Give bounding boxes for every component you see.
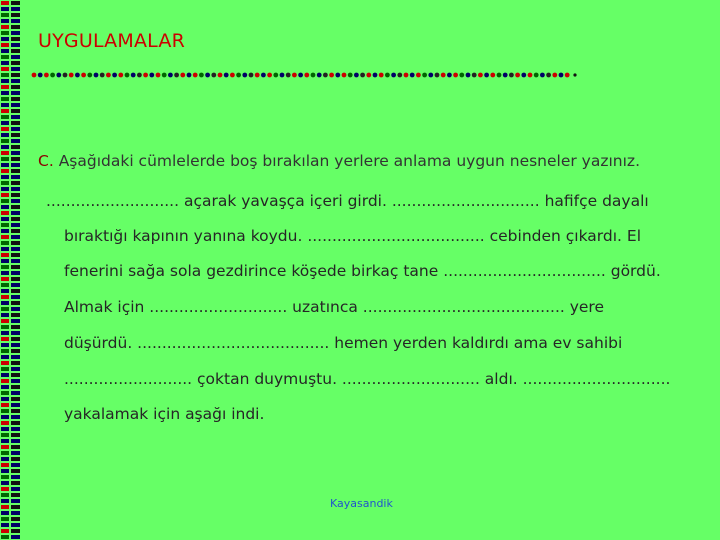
binding-stripe	[1, 97, 9, 101]
bead	[280, 73, 285, 78]
binding-stripe	[1, 421, 9, 425]
binding-stripe	[11, 211, 20, 215]
bead	[162, 73, 167, 78]
bead	[354, 73, 359, 78]
left-binding-decoration	[0, 0, 22, 540]
bead	[63, 73, 68, 78]
bead	[112, 73, 117, 78]
bead	[503, 73, 508, 78]
bead	[218, 73, 223, 78]
binding-stripe	[11, 319, 20, 323]
bead	[447, 73, 452, 78]
binding-stripe	[11, 361, 20, 365]
binding-stripe	[1, 37, 9, 41]
bead	[441, 73, 446, 78]
binding-stripe	[11, 397, 20, 401]
binding-stripe	[11, 193, 20, 197]
binding-stripe	[1, 475, 9, 479]
bead	[391, 73, 396, 78]
bead	[534, 73, 539, 78]
binding-stripe	[11, 253, 20, 257]
binding-stripe	[1, 199, 9, 203]
bead	[348, 73, 353, 78]
bead	[573, 73, 576, 76]
binding-stripe	[11, 73, 20, 77]
bead	[273, 73, 278, 78]
instruction-label: C.	[38, 152, 54, 170]
binding-stripe	[11, 283, 20, 287]
bead	[490, 73, 495, 78]
binding-stripes	[0, 0, 22, 540]
bead	[298, 73, 303, 78]
exercise-line: .......................... çoktan duymuştu. ............................ aldı. ..............................	[64, 370, 671, 388]
binding-stripe	[1, 67, 9, 71]
bead	[416, 73, 421, 78]
binding-stripe	[11, 493, 20, 497]
binding-stripe	[1, 79, 9, 83]
bead	[94, 73, 99, 78]
binding-stripe	[1, 217, 9, 221]
binding-stripe	[11, 511, 20, 515]
bead	[32, 73, 37, 78]
bead	[552, 73, 557, 78]
bead	[304, 73, 309, 78]
binding-stripe	[11, 235, 20, 239]
bead	[317, 73, 322, 78]
bead	[373, 73, 378, 78]
binding-stripe	[1, 61, 9, 65]
binding-stripe	[1, 169, 9, 173]
instruction-text: Aşağıdaki cümlelerde boş bırakılan yerlere anlama uygun nesneler yazınız.	[58, 152, 640, 170]
binding-stripe	[1, 523, 9, 527]
binding-stripe	[11, 13, 20, 17]
bead	[311, 73, 316, 78]
binding-stripe	[11, 61, 20, 65]
bead	[509, 73, 514, 78]
binding-stripe	[1, 115, 9, 119]
bead	[472, 73, 477, 78]
binding-stripe	[1, 469, 9, 473]
binding-stripe	[11, 439, 20, 443]
binding-stripe	[1, 295, 9, 299]
binding-stripe	[11, 217, 20, 221]
binding-stripe	[11, 301, 20, 305]
bead	[236, 73, 241, 78]
binding-stripe	[11, 25, 20, 29]
binding-stripe	[11, 517, 20, 521]
bead	[38, 73, 43, 78]
bead	[143, 73, 148, 78]
bead	[50, 73, 55, 78]
binding-stripe	[11, 247, 20, 251]
binding-stripe	[1, 277, 9, 281]
binding-stripe	[11, 343, 20, 347]
binding-stripe	[1, 223, 9, 227]
exercise-line: bıraktığı kapının yanına koydu. .................................... cebinden çıkardı. El	[64, 227, 642, 245]
binding-stripe	[1, 265, 9, 269]
bead	[193, 73, 198, 78]
bead	[125, 73, 130, 78]
bead	[44, 73, 49, 78]
binding-stripe	[1, 259, 9, 263]
binding-stripe	[1, 283, 9, 287]
binding-stripe	[11, 433, 20, 437]
bead	[149, 73, 154, 78]
binding-stripe	[1, 361, 9, 365]
binding-stripe	[1, 49, 9, 53]
binding-stripe	[11, 31, 20, 35]
binding-stripe	[11, 367, 20, 371]
binding-stripe	[11, 349, 20, 353]
binding-stripe	[11, 331, 20, 335]
binding-stripe	[1, 529, 9, 533]
bead	[435, 73, 440, 78]
bead	[286, 73, 291, 78]
bead	[56, 73, 61, 78]
bead	[342, 73, 347, 78]
bead	[249, 73, 254, 78]
binding-stripe	[1, 163, 9, 167]
bead	[131, 73, 136, 78]
binding-stripe	[1, 157, 9, 161]
binding-stripe	[11, 409, 20, 413]
binding-stripe	[11, 67, 20, 71]
binding-stripe	[1, 121, 9, 125]
binding-stripe	[1, 349, 9, 353]
footer-signature: Kayasandik	[330, 497, 393, 510]
bead	[329, 73, 334, 78]
binding-stripe	[11, 427, 20, 431]
binding-stripe	[11, 445, 20, 449]
binding-stripe	[1, 343, 9, 347]
binding-stripe	[1, 271, 9, 275]
bead	[199, 73, 204, 78]
binding-stripe	[11, 535, 20, 539]
binding-stripe	[11, 157, 20, 161]
bead	[453, 73, 458, 78]
binding-stripe	[11, 97, 20, 101]
binding-stripe	[11, 271, 20, 275]
exercise-line: yakalamak için aşağı indi.	[64, 405, 265, 423]
binding-stripe	[1, 253, 9, 257]
binding-stripe	[1, 55, 9, 59]
binding-stripe	[11, 457, 20, 461]
bead	[385, 73, 390, 78]
bead	[360, 73, 365, 78]
binding-stripe	[11, 289, 20, 293]
binding-stripe	[11, 223, 20, 227]
binding-stripe	[1, 43, 9, 47]
binding-stripe	[1, 133, 9, 137]
binding-stripe	[11, 325, 20, 329]
binding-stripe	[11, 7, 20, 11]
binding-stripe	[1, 91, 9, 95]
binding-stripe	[11, 91, 20, 95]
binding-stripe	[11, 169, 20, 173]
binding-stripe	[11, 121, 20, 125]
bead	[205, 73, 210, 78]
binding-stripe	[11, 355, 20, 359]
slide-title: UYGULAMALAR	[38, 30, 185, 52]
binding-stripe	[11, 307, 20, 311]
binding-stripe	[11, 151, 20, 155]
binding-stripe	[1, 235, 9, 239]
binding-stripe	[1, 409, 9, 413]
bead	[187, 73, 192, 78]
bead	[118, 73, 123, 78]
binding-stripe	[1, 325, 9, 329]
binding-stripe	[1, 337, 9, 341]
binding-stripe	[1, 175, 9, 179]
binding-stripe	[11, 55, 20, 59]
binding-stripe	[1, 19, 9, 23]
bead	[261, 73, 266, 78]
bead-divider	[30, 70, 578, 80]
binding-stripe	[1, 445, 9, 449]
binding-stripe	[11, 313, 20, 317]
bead	[168, 73, 173, 78]
binding-stripe	[11, 529, 20, 533]
bead	[75, 73, 80, 78]
binding-stripe	[1, 211, 9, 215]
binding-stripe	[11, 79, 20, 83]
binding-stripe	[1, 517, 9, 521]
binding-stripe	[1, 463, 9, 467]
binding-stripe	[1, 397, 9, 401]
binding-stripe	[1, 151, 9, 155]
binding-stripe	[1, 289, 9, 293]
binding-stripe	[1, 451, 9, 455]
bead	[211, 73, 216, 78]
binding-stripe	[1, 481, 9, 485]
binding-stripe	[11, 391, 20, 395]
bead	[404, 73, 409, 78]
bead	[174, 73, 179, 78]
binding-stripe	[1, 511, 9, 515]
binding-stripe	[11, 505, 20, 509]
bead	[230, 73, 235, 78]
binding-stripe	[11, 145, 20, 149]
bead	[478, 73, 483, 78]
binding-stripe	[1, 247, 9, 251]
binding-stripe	[1, 373, 9, 377]
binding-stripe	[11, 475, 20, 479]
bead	[255, 73, 260, 78]
binding-stripe	[11, 379, 20, 383]
binding-stripe	[1, 385, 9, 389]
binding-stripe	[11, 451, 20, 455]
binding-stripe	[11, 49, 20, 53]
binding-stripe	[1, 109, 9, 113]
binding-stripe	[1, 487, 9, 491]
binding-stripe	[1, 181, 9, 185]
binding-stripe	[11, 295, 20, 299]
binding-stripe	[1, 415, 9, 419]
binding-stripe	[11, 241, 20, 245]
bead	[267, 73, 272, 78]
bead	[528, 73, 533, 78]
binding-stripe	[11, 259, 20, 263]
binding-stripe	[1, 127, 9, 131]
exercise-line: ........................... açarak yavaşça içeri girdi. .............................. hafifçe dayalı	[46, 192, 649, 210]
bead	[521, 73, 526, 78]
bead	[466, 73, 471, 78]
bead	[559, 73, 564, 78]
bead	[69, 73, 74, 78]
binding-stripe	[1, 493, 9, 497]
exercise-line: düşürdü. ....................................... hemen yerden kaldırdı ama ev sahibi	[64, 334, 623, 352]
binding-stripe	[11, 385, 20, 389]
bead	[87, 73, 92, 78]
binding-stripe	[11, 103, 20, 107]
binding-stripe	[11, 337, 20, 341]
binding-stripe	[1, 1, 9, 5]
binding-stripe	[11, 229, 20, 233]
bead	[546, 73, 551, 78]
binding-stripe	[11, 115, 20, 119]
binding-stripe	[11, 133, 20, 137]
binding-stripe	[1, 319, 9, 323]
binding-stripe	[11, 127, 20, 131]
binding-stripe	[11, 205, 20, 209]
binding-stripe	[11, 523, 20, 527]
binding-stripe	[11, 265, 20, 269]
binding-stripe	[11, 85, 20, 89]
binding-stripe	[1, 25, 9, 29]
binding-stripe	[1, 535, 9, 539]
binding-stripe	[11, 175, 20, 179]
binding-stripe	[11, 499, 20, 503]
binding-stripe	[1, 439, 9, 443]
bead	[224, 73, 229, 78]
binding-stripe	[1, 427, 9, 431]
binding-stripe	[11, 1, 20, 5]
bead	[242, 73, 247, 78]
binding-stripe	[11, 481, 20, 485]
binding-stripe	[11, 463, 20, 467]
binding-stripe	[11, 469, 20, 473]
exercise-line: fenerini sağa sola gezdirince köşede birkaç tane ................................. gördü.	[64, 262, 661, 280]
binding-stripe	[1, 355, 9, 359]
bead	[515, 73, 520, 78]
instruction	[38, 152, 640, 170]
binding-stripe	[11, 421, 20, 425]
binding-stripe	[1, 145, 9, 149]
binding-stripe	[1, 229, 9, 233]
binding-stripe	[1, 85, 9, 89]
binding-stripe	[1, 379, 9, 383]
exercise-line: Almak için ............................ uzatınca ......................................... yere	[64, 298, 605, 316]
bead	[335, 73, 340, 78]
binding-stripe	[1, 205, 9, 209]
bead	[484, 73, 489, 78]
bead	[397, 73, 402, 78]
binding-stripe	[1, 103, 9, 107]
binding-stripe	[11, 43, 20, 47]
binding-stripe	[11, 487, 20, 491]
binding-stripe	[11, 37, 20, 41]
binding-stripe	[1, 31, 9, 35]
binding-stripe	[1, 13, 9, 17]
binding-stripe	[1, 391, 9, 395]
binding-stripe	[11, 403, 20, 407]
binding-stripe	[1, 367, 9, 371]
bead	[459, 73, 464, 78]
bead	[366, 73, 371, 78]
bead	[180, 73, 185, 78]
bead	[81, 73, 86, 78]
bead	[422, 73, 427, 78]
bead	[379, 73, 384, 78]
bead	[540, 73, 545, 78]
binding-stripe	[1, 73, 9, 77]
binding-stripe	[11, 415, 20, 419]
binding-stripe	[1, 7, 9, 11]
binding-stripe	[11, 277, 20, 281]
binding-stripe	[1, 433, 9, 437]
bead	[106, 73, 111, 78]
binding-stripe	[1, 139, 9, 143]
binding-stripe	[11, 163, 20, 167]
binding-stripe	[11, 373, 20, 377]
binding-stripe	[1, 403, 9, 407]
binding-stripe	[11, 19, 20, 23]
bead	[323, 73, 328, 78]
binding-stripe	[1, 193, 9, 197]
binding-stripe	[1, 307, 9, 311]
binding-stripe	[1, 505, 9, 509]
binding-stripe	[1, 457, 9, 461]
bead	[410, 73, 415, 78]
binding-stripe	[1, 331, 9, 335]
bead	[497, 73, 502, 78]
binding-stripe	[11, 109, 20, 113]
bead-divider-graphic	[30, 70, 578, 80]
binding-stripe	[11, 181, 20, 185]
binding-stripe	[1, 301, 9, 305]
binding-stripe	[1, 313, 9, 317]
binding-stripe	[1, 187, 9, 191]
binding-stripe	[1, 499, 9, 503]
bead	[428, 73, 433, 78]
binding-stripe	[11, 187, 20, 191]
binding-stripe	[11, 199, 20, 203]
bead	[292, 73, 297, 78]
bead	[100, 73, 105, 78]
binding-stripe	[1, 241, 9, 245]
binding-stripe	[11, 139, 20, 143]
bead	[156, 73, 161, 78]
bead	[137, 73, 142, 78]
bead	[565, 73, 570, 78]
